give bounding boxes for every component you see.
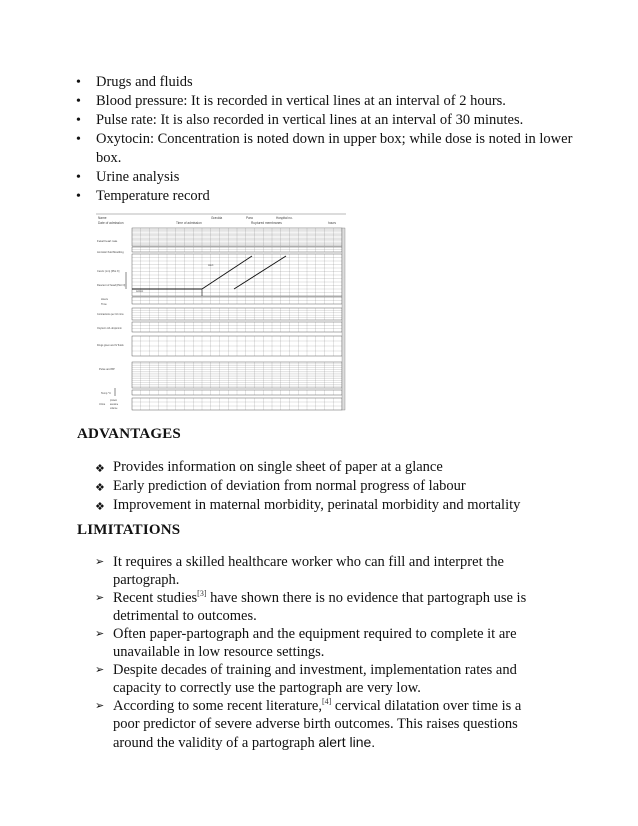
citation-ref[interactable]: [3] [197, 589, 207, 599]
pg-hdr-date: Date of admission [98, 221, 124, 225]
pg-hdr-membranes: Ruptured membranes [251, 221, 282, 225]
bullet-oxytocin: • Oxytocin: Concentration is noted down in upper box; while dose is noted in lower box. [76, 130, 576, 168]
arrow-bullet-icon: ➢ [95, 591, 105, 604]
pg-label-cervix: Cervix (cm) [Plot X] [97, 270, 120, 273]
bullet-urine: • Urine analysis [76, 168, 576, 187]
arrow-bullet-icon: ➢ [95, 699, 105, 712]
pg-label-protein: protein [110, 400, 118, 402]
pg-label-pulse: Pulse and BP [99, 368, 115, 371]
pg-label-amniotic: Amniotic fluid Moulding [97, 251, 124, 254]
bullet-temperature: • Temperature record [76, 187, 576, 206]
advantage-item: ❖ Early prediction of deviation from normal progress of labour [95, 477, 565, 496]
limitation-item: ➢ Often paper-partograph and the equipment required to complete it are unavailable in low resource settings. [95, 626, 517, 660]
limitation-item: ➢ According to some recent literature,[4] cervical dilatation over time is a poor predictor of severe adverse birth outcomes. This raises questions around the validity of a partograph alert line. [95, 697, 522, 751]
arrow-bullet-icon: ➢ [95, 663, 105, 676]
pg-label-drugs: Drugs given and IV fluids [97, 344, 124, 347]
limitations-list [95, 553, 545, 752]
pg-hdr-time: Time of admission [176, 221, 202, 225]
advantage-item: ❖ Provides information on single sheet of paper at a glance [95, 458, 565, 477]
bullet-pulse-rate: • Pulse rate: It is also recorded in vertical lines at an interval of 30 minutes. [76, 111, 576, 130]
pg-label-contractions: Contractions per 10 mins [97, 313, 124, 316]
pg-label-oxytocin: Oxytocin U/L drops/min [97, 327, 122, 330]
limitations-heading: LIMITATIONS [77, 522, 181, 538]
pg-hdr-gravida: Gravida [211, 216, 223, 220]
pg-label-fhr: Fetal heart rate [97, 239, 118, 243]
pg-label-acetone: acetone [110, 404, 119, 406]
advantages-list [95, 458, 565, 515]
pg-label-urine: Urine [99, 403, 106, 406]
partograph-grid [115, 228, 345, 410]
limitation-item: ➢ It requires a skilled healthcare worker who can fill and interpret the partograph. [95, 554, 504, 588]
partograph-edge-strip [342, 228, 345, 410]
advantages-heading: ADVANTAGES [77, 426, 181, 442]
diamond-bullet-icon: ❖ [95, 500, 105, 513]
diamond-bullet-icon: ❖ [95, 462, 105, 475]
pg-hdr-hours: hours [328, 221, 336, 225]
limitation-item: ➢ Recent studies[3] have shown there is no evidence that partograph use is detrimental to outcomes. [95, 589, 527, 624]
top-bullet-list [76, 73, 576, 206]
pg-hdr-name: Name [98, 216, 107, 220]
arrow-bullet-icon: ➢ [95, 555, 105, 568]
advantage-item: ❖ Improvement in maternal morbidity, perinatal morbidity and mortality [95, 496, 565, 515]
pg-hdr-hospital: Hospital no. [276, 216, 293, 220]
pg-label-hours: Hours [101, 298, 108, 301]
arrow-bullet-icon: ➢ [95, 627, 105, 640]
pg-label-temp: Temp °C [101, 392, 111, 395]
pg-hdr-para: Para [246, 216, 253, 220]
pg-alert-label: Alert [208, 264, 214, 267]
pg-action-label: Action [136, 290, 144, 293]
pg-label-descent: Descent of head [Plot O] [97, 284, 126, 287]
pg-label-volume: volume [110, 408, 118, 410]
diamond-bullet-icon: ❖ [95, 481, 105, 494]
limitation-item: ➢ Despite decades of training and investment, implementation rates and capacity to correctly use the partograph are very low. [95, 662, 517, 696]
pg-label-time: Time [101, 303, 107, 306]
bullet-drugs: • Drugs and fluids [76, 73, 576, 92]
citation-ref[interactable]: [4] [321, 697, 332, 707]
bullet-blood-pressure: • Blood pressure: It is recorded in vertical lines at an interval of 2 hours. [76, 92, 576, 111]
partograph-image [96, 212, 346, 412]
